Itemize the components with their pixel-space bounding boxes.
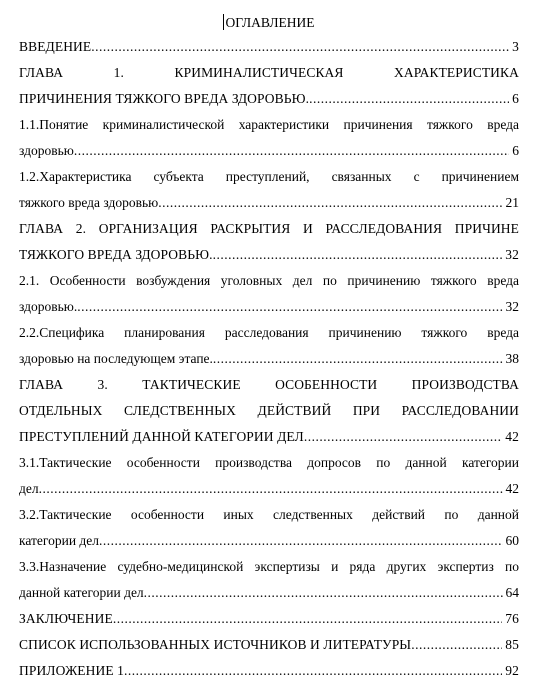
toc-page-number: 42 xyxy=(505,481,519,496)
toc-entry-last-line xyxy=(19,86,519,112)
toc-entry-text: здоровью на последующем этапе. xyxy=(19,351,213,366)
dot-leader xyxy=(213,346,503,372)
toc-entry[interactable] xyxy=(19,216,519,268)
toc-page-number: 3 xyxy=(512,39,519,54)
toc-list xyxy=(19,34,519,684)
toc-page-number: 6 xyxy=(512,91,519,106)
toc-page-number: 92 xyxy=(505,663,519,678)
toc-page-number: 85 xyxy=(505,637,519,652)
toc-entry-line: 3.1.Тактические особенности производства допросов по данной категории xyxy=(19,455,519,470)
toc-entry[interactable] xyxy=(19,164,519,216)
document-page xyxy=(19,12,519,684)
toc-entry-last-line xyxy=(19,606,519,632)
toc-entry-text: ЗАКЛЮЧЕНИЕ xyxy=(19,611,113,626)
toc-page-number: 42 xyxy=(505,429,519,444)
toc-entry[interactable] xyxy=(19,554,519,606)
toc-entry-line: 1.2.Характеристика субъекта преступлений, связанных с причинением xyxy=(19,169,519,184)
toc-page-number: 32 xyxy=(505,299,519,314)
toc-entry-last-line xyxy=(19,424,519,450)
dot-leader xyxy=(74,138,509,164)
toc-entry-last-line xyxy=(19,476,519,502)
toc-entry[interactable] xyxy=(19,606,519,632)
toc-entry-text: здоровью. xyxy=(19,299,78,314)
toc-entry-last-line xyxy=(19,528,519,554)
toc-title xyxy=(19,12,519,34)
toc-entry-line: 3.3.Назначение судебно-медицинской экспертизы и ряда других экспертиз по xyxy=(19,559,519,574)
toc-entry-last-line xyxy=(19,34,519,60)
dot-leader xyxy=(124,658,502,684)
dot-leader xyxy=(144,580,503,606)
dot-leader xyxy=(304,424,502,450)
toc-page-number: 32 xyxy=(505,247,519,262)
toc-entry[interactable] xyxy=(19,372,519,450)
toc-entry[interactable] xyxy=(19,60,519,112)
dot-leader xyxy=(99,528,502,554)
toc-entry-text: ПРИЧИНЕНИЯ ТЯЖКОГО ВРЕДА ЗДОРОВЬЮ. xyxy=(19,91,310,106)
toc-entry-line: 1.1.Понятие криминалистической характеристики причинения тяжкого вреда xyxy=(19,117,519,132)
toc-entry[interactable] xyxy=(19,450,519,502)
dot-leader xyxy=(309,86,509,112)
toc-entry-text: дел xyxy=(19,481,39,496)
toc-entry-last-line xyxy=(19,346,519,372)
toc-entry-text: ТЯЖКОГО ВРЕДА ЗДОРОВЬЮ. xyxy=(19,247,213,262)
toc-entry-line: ГЛАВА 1. КРИМИНАЛИСТИЧЕСКАЯ ХАРАКТЕРИСТИКА xyxy=(19,65,519,80)
toc-entry-last-line xyxy=(19,242,519,268)
toc-entry[interactable] xyxy=(19,34,519,60)
dot-leader xyxy=(77,294,502,320)
toc-entry[interactable] xyxy=(19,320,519,372)
toc-entry-last-line xyxy=(19,190,519,216)
toc-entry-line: 3.2.Тактические особенности иных следственных действий по данной xyxy=(19,507,519,522)
toc-entry[interactable] xyxy=(19,658,519,684)
dot-leader xyxy=(213,242,503,268)
dot-leader xyxy=(411,632,502,658)
toc-entry-text: категории дел xyxy=(19,533,100,548)
toc-entry-last-line xyxy=(19,294,519,320)
toc-page-number: 38 xyxy=(505,351,519,366)
dot-leader xyxy=(113,606,502,632)
toc-entry-last-line xyxy=(19,658,519,684)
toc-entry-text: СПИСОК ИСПОЛЬЗОВАННЫХ ИСТОЧНИКОВ И ЛИТЕРАТУРЫ xyxy=(19,637,412,652)
toc-entry[interactable] xyxy=(19,632,519,658)
toc-entry-text: ПРИЛОЖЕНИЕ 1 xyxy=(19,663,124,678)
toc-entry-line: ГЛАВА 2. ОРГАНИЗАЦИЯ РАСКРЫТИЯ И РАССЛЕДОВАНИЯ ПРИЧИНЕ xyxy=(19,221,519,236)
toc-entry-line: ОТДЕЛЬНЫХ СЛЕДСТВЕННЫХ ДЕЙСТВИЙ ПРИ РАССЛЕДОВАНИИ xyxy=(19,403,519,418)
dot-leader xyxy=(158,190,502,216)
toc-entry-last-line xyxy=(19,632,519,658)
toc-entry-last-line xyxy=(19,580,519,606)
toc-entry[interactable] xyxy=(19,268,519,320)
toc-page-number: 64 xyxy=(505,585,519,600)
toc-entry-text: ВВЕДЕНИЕ xyxy=(19,39,92,54)
toc-entry-text: ПРЕСТУПЛЕНИЙ ДАННОЙ КАТЕГОРИИ ДЕЛ xyxy=(19,429,304,444)
toc-page-number: 76 xyxy=(505,611,519,626)
toc-entry-last-line xyxy=(19,138,519,164)
toc-page-number: 60 xyxy=(505,533,519,548)
toc-entry-text: здоровью xyxy=(19,143,74,158)
toc-title-text: ОГЛАВЛЕНИЕ xyxy=(225,15,315,30)
toc-entry-text: тяжкого вреда здоровью xyxy=(19,195,159,210)
toc-entry-line: 2.2.Специфика планирования расследования причинению тяжкого вреда xyxy=(19,325,519,340)
toc-entry-text: данной категории дел xyxy=(19,585,144,600)
toc-entry-line: ГЛАВА 3. ТАКТИЧЕСКИЕ ОСОБЕННОСТИ ПРОИЗВОДСТВА xyxy=(19,377,519,392)
toc-entry[interactable] xyxy=(19,112,519,164)
dot-leader xyxy=(91,34,509,60)
dot-leader xyxy=(39,476,503,502)
toc-page-number: 6 xyxy=(512,143,519,158)
toc-entry-line: 2.1. Особенности возбуждения уголовных дел по причинению тяжкого вреда xyxy=(19,273,519,288)
toc-page-number: 21 xyxy=(505,195,519,210)
toc-entry[interactable] xyxy=(19,502,519,554)
